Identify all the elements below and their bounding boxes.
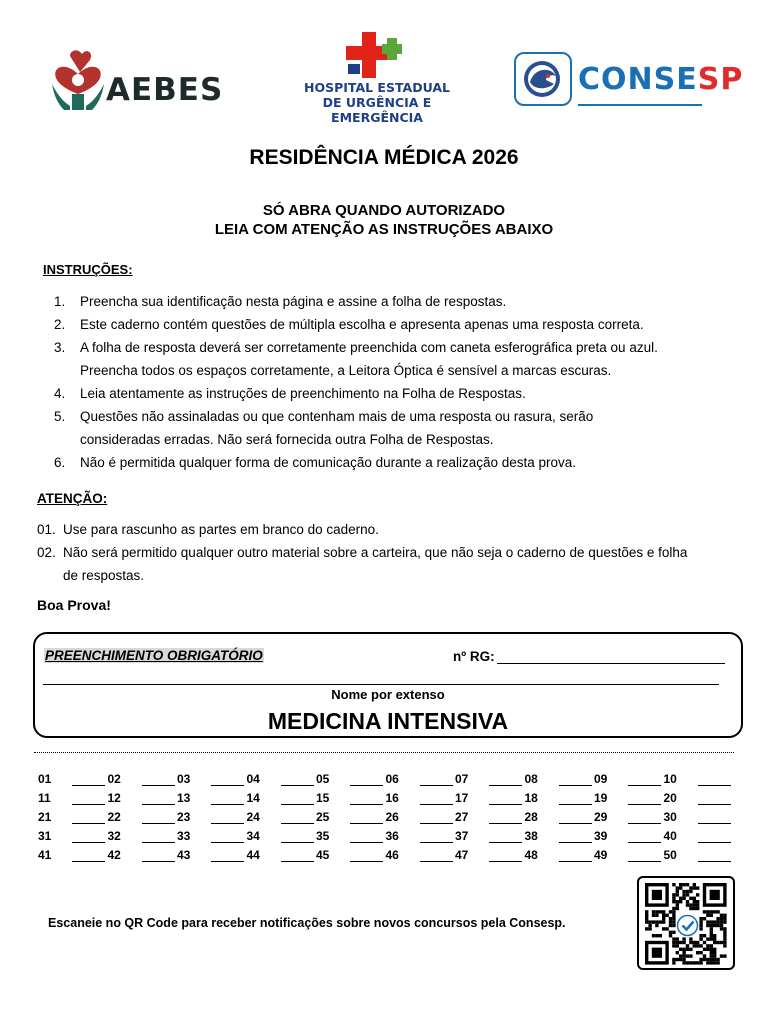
answer-blank[interactable] <box>72 848 105 862</box>
document-title: RESIDÊNCIA MÉDICA 2026 <box>249 146 519 169</box>
answer-number: 34 <box>246 829 260 843</box>
answer-blank[interactable] <box>211 829 244 843</box>
answer-blank[interactable] <box>489 848 522 862</box>
rg-field[interactable] <box>497 663 725 664</box>
answer-number: 30 <box>663 810 677 824</box>
answer-blank[interactable] <box>559 810 592 824</box>
answer-blank[interactable] <box>420 848 453 862</box>
answer-blank[interactable] <box>559 772 592 786</box>
qr-code-icon <box>639 878 733 968</box>
answer-cell <box>38 829 105 843</box>
answer-number: 24 <box>246 810 260 824</box>
answer-blank[interactable] <box>211 848 244 862</box>
attention-text: Não será permitido qualquer outro material sobre a carteira, que não seja o caderno de questões e folha <box>63 545 688 560</box>
answer-blank[interactable] <box>698 848 731 862</box>
consesp-wordmark <box>578 62 743 97</box>
answer-number: 29 <box>594 810 608 824</box>
answer-number: 17 <box>455 791 469 805</box>
answer-number: 07 <box>455 772 469 786</box>
attention-item <box>37 518 737 541</box>
answer-blank[interactable] <box>628 829 661 843</box>
eagle-icon <box>516 54 570 104</box>
answer-number: 03 <box>177 772 191 786</box>
rg-label: nº RG: <box>453 649 495 664</box>
answer-number: 50 <box>663 848 677 862</box>
answer-number: 09 <box>594 772 608 786</box>
answer-blank[interactable] <box>628 791 661 805</box>
answer-cell <box>177 772 244 786</box>
consesp-underline <box>578 104 702 106</box>
answer-cell <box>664 829 731 843</box>
answer-number: 47 <box>455 848 469 862</box>
answer-cell <box>177 848 244 862</box>
answer-blank[interactable] <box>211 810 244 824</box>
answer-cell <box>386 810 453 824</box>
answer-number: 01 <box>38 772 52 786</box>
hospital-name-line2: DE URGÊNCIA E EMERGÊNCIA <box>322 95 432 125</box>
answer-number: 16 <box>385 791 399 805</box>
answer-cell <box>177 791 244 805</box>
answer-cell <box>247 791 314 805</box>
answer-cell <box>247 772 314 786</box>
answer-blank[interactable] <box>350 829 383 843</box>
answer-blank[interactable] <box>281 810 314 824</box>
answer-cell <box>525 810 592 824</box>
consesp-logo <box>514 50 744 110</box>
instruction-text: Este caderno contém questões de múltipla escolha e apresenta apenas uma resposta correta. <box>80 317 644 332</box>
answer-blank[interactable] <box>628 810 661 824</box>
answer-blank[interactable] <box>420 772 453 786</box>
answer-number: 35 <box>316 829 330 843</box>
answer-number: 38 <box>524 829 538 843</box>
answer-number: 32 <box>107 829 121 843</box>
answer-cell <box>108 810 175 824</box>
subtitle-read-carefully: LEIA COM ATENÇÃO AS INSTRUÇÕES ABAIXO <box>214 221 554 238</box>
answer-cell <box>594 791 661 805</box>
answer-number: 44 <box>246 848 260 862</box>
hospital-logo <box>282 28 472 125</box>
instruction-number: 1. <box>54 294 66 309</box>
instructions-list <box>54 290 734 474</box>
attention-number: 01. <box>37 522 56 537</box>
answer-number: 31 <box>38 829 52 843</box>
instruction-item <box>54 290 734 313</box>
answer-blank[interactable] <box>489 772 522 786</box>
answer-cell <box>594 772 661 786</box>
answer-cell <box>177 829 244 843</box>
answer-cell <box>108 791 175 805</box>
answer-blank[interactable] <box>698 829 731 843</box>
answer-cell <box>455 810 522 824</box>
answer-cell <box>38 848 105 862</box>
full-name-field[interactable] <box>43 684 719 685</box>
answer-blank[interactable] <box>698 772 731 786</box>
answer-cell <box>386 829 453 843</box>
answer-cell <box>316 791 383 805</box>
instruction-item <box>54 382 734 405</box>
answer-blank[interactable] <box>628 772 661 786</box>
answer-blank[interactable] <box>142 772 175 786</box>
answer-blank[interactable] <box>489 791 522 805</box>
answer-blank[interactable] <box>350 848 383 862</box>
answer-cell <box>108 829 175 843</box>
answer-cell <box>455 829 522 843</box>
answer-cell <box>386 772 453 786</box>
answer-cell <box>594 810 661 824</box>
answer-blank[interactable] <box>281 791 314 805</box>
answer-number: 39 <box>594 829 608 843</box>
attention-text: de respostas. <box>63 568 145 583</box>
answer-number: 28 <box>524 810 538 824</box>
consesp-wordmark-main: CONSE <box>578 62 698 97</box>
answer-number: 22 <box>107 810 121 824</box>
answer-blank[interactable] <box>211 772 244 786</box>
answer-number: 11 <box>38 791 51 805</box>
answer-number: 25 <box>316 810 330 824</box>
answer-number: 08 <box>524 772 538 786</box>
qr-caption: Escaneie no QR Code para receber notificações sobre novos concursos pela Consesp. <box>48 916 566 930</box>
answer-number: 37 <box>455 829 469 843</box>
instruction-number: 5. <box>54 409 66 424</box>
answer-blank[interactable] <box>350 772 383 786</box>
answer-cell <box>664 810 731 824</box>
instruction-text: Questões não assinaladas ou que contenham mais de uma resposta ou rasura, serão <box>80 409 594 424</box>
full-name-label: Nome por extenso <box>331 687 445 702</box>
answer-number: 26 <box>385 810 399 824</box>
answer-number: 27 <box>455 810 469 824</box>
answer-cell <box>664 772 731 786</box>
answer-cell <box>594 848 661 862</box>
instruction-item <box>54 336 734 382</box>
answer-blank[interactable] <box>559 791 592 805</box>
answer-number: 43 <box>177 848 191 862</box>
good-luck-text: Boa Prova! <box>37 597 111 613</box>
answer-cell <box>316 772 383 786</box>
attention-heading: ATENÇÃO: <box>37 491 108 506</box>
answer-blank[interactable] <box>350 791 383 805</box>
answer-number: 05 <box>316 772 330 786</box>
attention-item <box>37 541 737 587</box>
answer-number: 23 <box>177 810 191 824</box>
answer-cell <box>177 810 244 824</box>
answer-number: 20 <box>663 791 677 805</box>
answer-cell <box>455 791 522 805</box>
instruction-item <box>54 313 734 336</box>
instruction-number: 3. <box>54 340 66 355</box>
answer-blank[interactable] <box>420 829 453 843</box>
instruction-number: 4. <box>54 386 66 401</box>
answer-cell <box>525 848 592 862</box>
answer-number: 49 <box>594 848 608 862</box>
answer-blank[interactable] <box>489 810 522 824</box>
answer-blank[interactable] <box>350 810 383 824</box>
answer-cell <box>316 829 383 843</box>
answer-cell <box>664 848 731 862</box>
answer-blank[interactable] <box>72 791 105 805</box>
answer-number: 36 <box>385 829 399 843</box>
identification-box <box>33 632 743 738</box>
answer-cell <box>247 829 314 843</box>
answer-cell <box>525 791 592 805</box>
answer-row <box>38 810 738 829</box>
answer-cell <box>247 848 314 862</box>
hospital-cross-icon <box>282 28 472 84</box>
answer-row <box>38 791 738 810</box>
answer-cell <box>525 829 592 843</box>
instruction-text: A folha de resposta deverá ser corretamente preenchida com caneta esferográfica preta ou azul. <box>80 340 658 355</box>
answer-blank[interactable] <box>281 848 314 862</box>
answer-cell <box>386 791 453 805</box>
answer-number: 02 <box>107 772 121 786</box>
aebes-wordmark: AEBES <box>106 72 224 108</box>
answer-number: 04 <box>246 772 260 786</box>
course-name: MEDICINA INTENSIVA <box>267 708 509 734</box>
answer-blank[interactable] <box>142 848 175 862</box>
answer-blank[interactable] <box>420 810 453 824</box>
answer-blank[interactable] <box>559 848 592 862</box>
answer-cell <box>38 772 105 786</box>
instruction-text: Leia atentamente as instruções de preenchimento na Folha de Respostas. <box>80 386 526 401</box>
mandatory-fill-label: PREENCHIMENTO OBRIGATÓRIO <box>45 648 263 663</box>
instruction-item <box>54 405 734 451</box>
answer-number: 42 <box>107 848 121 862</box>
answer-blank[interactable] <box>698 791 731 805</box>
instruction-number: 6. <box>54 455 66 470</box>
instruction-item <box>54 451 734 474</box>
answer-blank[interactable] <box>698 810 731 824</box>
answer-number: 46 <box>385 848 399 862</box>
answer-number: 15 <box>316 791 330 805</box>
answer-blank[interactable] <box>72 829 105 843</box>
answer-row <box>38 772 738 791</box>
answer-blank[interactable] <box>420 791 453 805</box>
instruction-number: 2. <box>54 317 66 332</box>
consesp-badge <box>514 52 572 106</box>
instruction-text: Preencha sua identificação nesta página e assine a folha de respostas. <box>80 294 507 309</box>
answer-cell <box>664 791 731 805</box>
answer-cell <box>247 810 314 824</box>
answer-blank[interactable] <box>72 772 105 786</box>
answer-number: 45 <box>316 848 330 862</box>
instruction-text: Preencha todos os espaços corretamente, a Leitora Óptica é sensível a marcas escuras. <box>80 363 612 378</box>
aebes-logo <box>48 44 224 114</box>
answer-blank[interactable] <box>211 791 244 805</box>
answer-number: 21 <box>38 810 52 824</box>
answer-number: 13 <box>177 791 191 805</box>
attention-number: 02. <box>37 545 56 560</box>
answer-cell <box>108 848 175 862</box>
answer-cell <box>594 829 661 843</box>
answer-number: 14 <box>246 791 260 805</box>
answer-number: 18 <box>524 791 538 805</box>
answer-cell <box>38 791 105 805</box>
answer-blank[interactable] <box>281 772 314 786</box>
answer-number: 33 <box>177 829 191 843</box>
instruction-text: consideradas erradas. Não será fornecida outra Folha de Respostas. <box>80 432 494 447</box>
answer-cell <box>316 810 383 824</box>
attention-list <box>37 518 737 587</box>
qr-code[interactable] <box>637 876 735 970</box>
answer-blank[interactable] <box>142 791 175 805</box>
instructions-heading: INSTRUÇÕES: <box>43 262 133 277</box>
answer-blank[interactable] <box>142 810 175 824</box>
answer-cell <box>386 848 453 862</box>
answer-grid <box>38 772 738 867</box>
consesp-wordmark-accent: SP <box>697 62 744 97</box>
answer-blank[interactable] <box>142 829 175 843</box>
hospital-name-line1: HOSPITAL ESTADUAL <box>303 80 450 95</box>
answer-number: 40 <box>663 829 677 843</box>
answer-blank[interactable] <box>559 829 592 843</box>
aebes-emblem-icon <box>48 44 108 114</box>
answer-number: 10 <box>663 772 677 786</box>
answer-blank[interactable] <box>281 829 314 843</box>
answer-cell <box>455 772 522 786</box>
subtitle-authorized: SÓ ABRA QUANDO AUTORIZADO <box>262 202 506 219</box>
answer-blank[interactable] <box>628 848 661 862</box>
answer-cell <box>108 772 175 786</box>
answer-cell <box>525 772 592 786</box>
answer-cell <box>455 848 522 862</box>
attention-text: Use para rascunho as partes em branco do caderno. <box>63 522 379 537</box>
dotted-divider <box>34 752 734 753</box>
answer-number: 41 <box>38 848 52 862</box>
answer-blank[interactable] <box>72 810 105 824</box>
answer-cell <box>38 810 105 824</box>
answer-number: 12 <box>107 791 121 805</box>
answer-blank[interactable] <box>489 829 522 843</box>
answer-number: 06 <box>385 772 399 786</box>
answer-row <box>38 848 738 867</box>
answer-number: 48 <box>524 848 538 862</box>
answer-row <box>38 829 738 848</box>
answer-number: 19 <box>594 791 608 805</box>
instruction-text: Não é permitida qualquer forma de comunicação durante a realização desta prova. <box>80 455 577 470</box>
answer-cell <box>316 848 383 862</box>
